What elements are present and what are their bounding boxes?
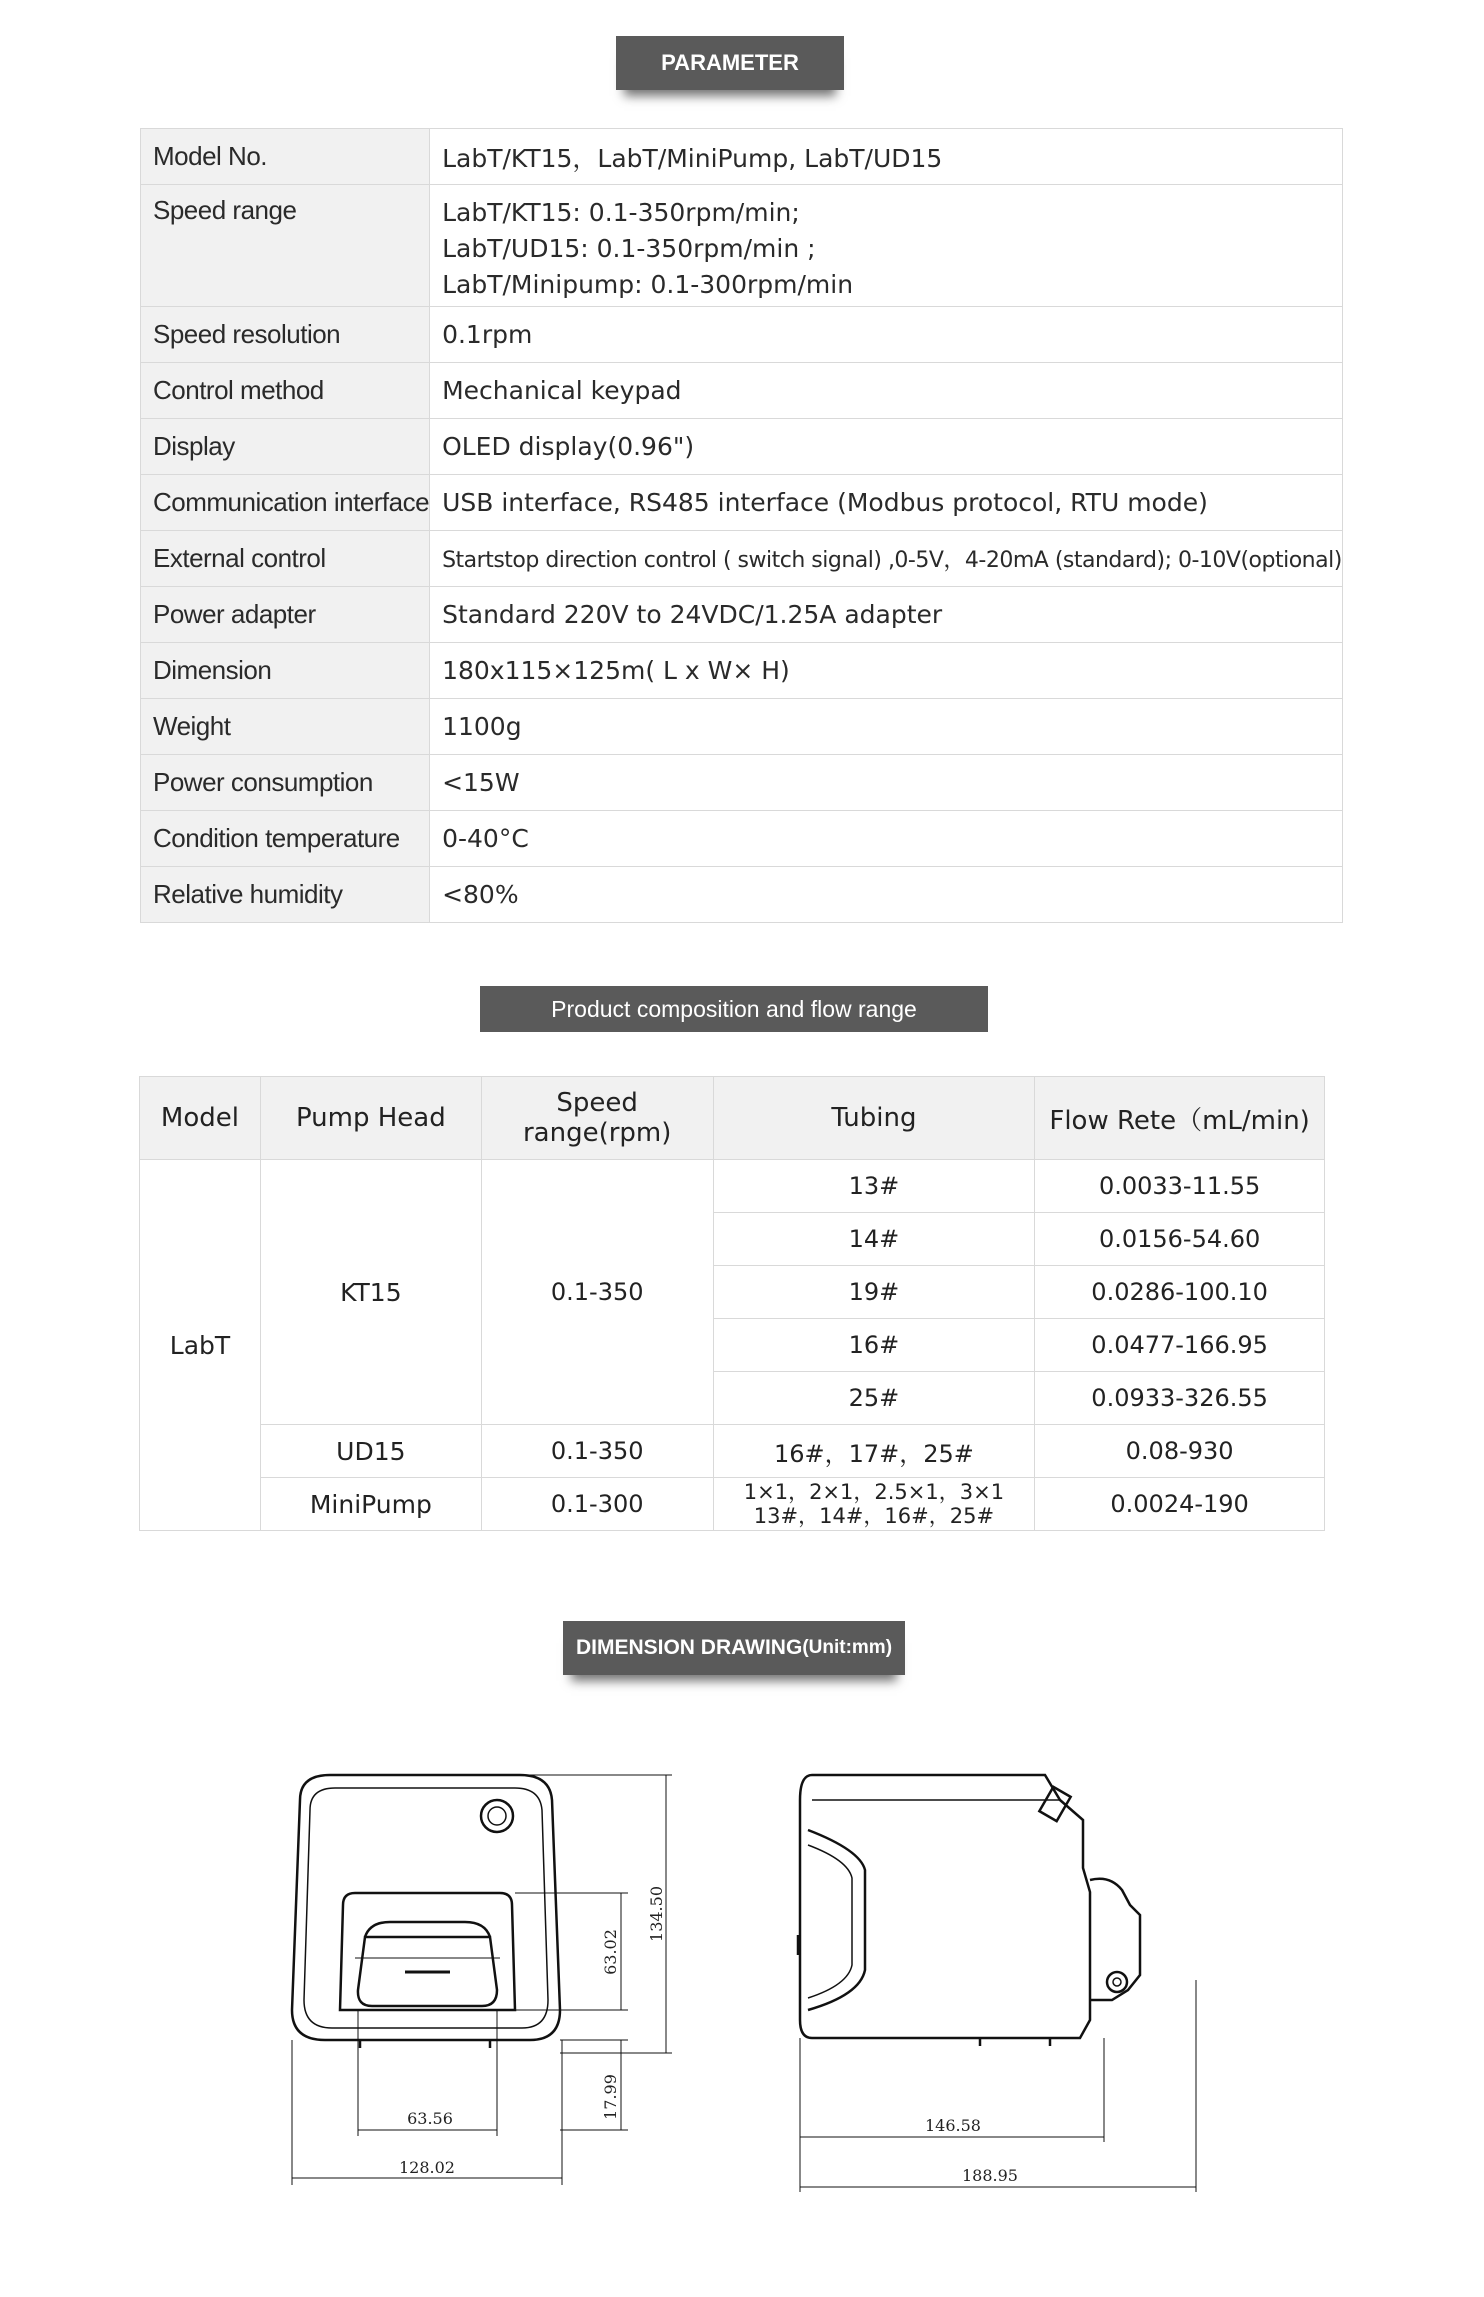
param-value: 1100g	[430, 699, 1343, 755]
table-row	[141, 419, 1343, 475]
param-label: Display	[141, 419, 430, 475]
param-value: <15W	[430, 755, 1343, 811]
column-header: Flow Rete（mL/min)	[1035, 1077, 1325, 1160]
table-row	[141, 185, 1343, 307]
table-row	[141, 867, 1343, 923]
flow-cell: 0.08-930	[1035, 1425, 1325, 1478]
dimension-banner-title: DIMENSION DRAWING	[575, 1636, 803, 1659]
side-pump-head	[1090, 1879, 1140, 2000]
tubing-cell	[713, 1478, 1035, 1531]
composition-banner	[480, 986, 988, 1032]
dim-label-depth-body: 146.58	[925, 2116, 981, 2135]
pump-head-cell: MiniPump	[260, 1478, 481, 1531]
column-header: Model	[140, 1077, 261, 1160]
column-header: Pump Head	[260, 1077, 481, 1160]
pump-head-outline	[340, 1893, 515, 2010]
table-row	[140, 1425, 1325, 1478]
param-label: Relative humidity	[141, 867, 430, 923]
param-value: 0.1rpm	[430, 307, 1343, 363]
param-value: OLED display(0.96")	[430, 419, 1343, 475]
tubing-line: 1×1，2×1，2.5×1，3×1	[743, 1480, 1005, 1504]
front-view	[292, 1775, 560, 2048]
flow-cell: 0.0024-190	[1035, 1478, 1325, 1531]
model-cell: LabT	[140, 1160, 261, 1531]
param-value: <80%	[430, 867, 1343, 923]
speed-cell: 0.1-350	[481, 1425, 713, 1478]
table-row	[141, 699, 1343, 755]
side-dimensions	[800, 1980, 1196, 2192]
table-row	[141, 129, 1343, 185]
column-header: Tubing	[713, 1077, 1035, 1160]
table-row	[141, 587, 1343, 643]
flow-cell: 0.0156-54.60	[1035, 1213, 1325, 1266]
front-dimensions	[292, 1775, 672, 2185]
side-connector-icon	[1107, 1972, 1127, 1992]
param-label: Speed resolution	[141, 307, 430, 363]
dimension-drawing	[0, 1700, 1484, 2220]
dim-label-height-base: 17.99	[601, 2074, 620, 2120]
param-value: 0-40°C	[430, 811, 1343, 867]
table-row	[141, 475, 1343, 531]
side-top	[812, 1775, 1060, 1800]
param-label: Model No.	[141, 129, 430, 185]
flow-cell: 0.0286-100.10	[1035, 1266, 1325, 1319]
dim-label-height-head: 63.02	[601, 1929, 620, 1975]
param-label: Weight	[141, 699, 430, 755]
tubing-cell: 25#	[713, 1372, 1035, 1425]
table-row	[140, 1160, 1325, 1213]
table-row	[141, 811, 1343, 867]
composition-table	[139, 1076, 1325, 1531]
flow-cell: 0.0033-11.55	[1035, 1160, 1325, 1213]
tubing-cell: 14#	[713, 1213, 1035, 1266]
side-panel-inner	[808, 1845, 852, 1998]
flow-cell: 0.0477-166.95	[1035, 1319, 1325, 1372]
dim-label-width-total: 128.02	[399, 2158, 455, 2177]
dim-label-width-head: 63.56	[407, 2109, 453, 2128]
param-value: 180x115×125m( L x W× H)	[430, 643, 1343, 699]
param-label: Control method	[141, 363, 430, 419]
param-value: Mechanical keypad	[430, 363, 1343, 419]
tubing-cell: 16#	[713, 1319, 1035, 1372]
column-header: Speed range(rpm)	[481, 1077, 713, 1160]
param-value: Startstop direction control ( switch signal) ,0-5V，4-20mA (standard); 0-10V(optional)	[430, 531, 1343, 587]
composition-banner-title: Product composition and flow range	[551, 995, 917, 1022]
param-label: External control	[141, 531, 430, 587]
param-label: Speed range	[141, 185, 430, 307]
side-dimension-labels	[925, 2116, 1018, 2185]
param-value: Standard 220V to 24VDC/1.25A adapter	[430, 587, 1343, 643]
pump-head-cell: UD15	[260, 1425, 481, 1478]
tubing-cell: 16#，17#，25#	[713, 1425, 1035, 1478]
dim-label-depth-total: 188.95	[962, 2166, 1018, 2185]
param-label: Dimension	[141, 643, 430, 699]
param-label: Condition temperature	[141, 811, 430, 867]
table-row	[141, 307, 1343, 363]
speed-cell: 0.1-350	[481, 1160, 713, 1425]
table-row	[141, 755, 1343, 811]
front-dimension-labels	[399, 1886, 666, 2177]
param-value: USB interface, RS485 interface (Modbus protocol, RTU mode)	[430, 475, 1343, 531]
param-value-line: LabT/Minipump: 0.1-300rpm/min	[442, 270, 854, 299]
tubing-line: 13#，14#，16#，25#	[753, 1504, 995, 1528]
parameter-banner-title: PARAMETER	[661, 50, 799, 75]
table-header-row	[140, 1077, 1325, 1160]
param-value-line: LabT/KT15: 0.1-350rpm/min;	[442, 198, 800, 227]
table-row	[141, 643, 1343, 699]
param-value: LabT/KT15，LabT/MiniPump, LabT/UD15	[430, 129, 1343, 185]
side-panel-curve	[808, 1830, 865, 2010]
dimension-banner-unit: (Unit:mm)	[802, 1637, 893, 1658]
parameter-table	[140, 128, 1343, 923]
param-label: Power adapter	[141, 587, 430, 643]
param-label: Communication interface	[141, 475, 430, 531]
dimension-banner	[563, 1621, 905, 1675]
side-connector-inner	[1113, 1978, 1121, 1986]
param-value	[430, 185, 1343, 307]
side-view	[798, 1775, 1140, 2046]
table-row	[141, 531, 1343, 587]
knob-icon	[481, 1800, 513, 1832]
table-row	[140, 1478, 1325, 1531]
param-value-line: LabT/UD15: 0.1-350rpm/min ;	[442, 234, 816, 263]
speed-cell: 0.1-300	[481, 1478, 713, 1531]
table-row	[141, 363, 1343, 419]
tubing-cell: 19#	[713, 1266, 1035, 1319]
dim-label-height-total: 134.50	[647, 1886, 666, 1942]
tubing-cell: 13#	[713, 1160, 1035, 1213]
knob-inner	[488, 1807, 506, 1825]
param-label: Power consumption	[141, 755, 430, 811]
front-body-outline	[292, 1775, 560, 2040]
flow-cell: 0.0933-326.55	[1035, 1372, 1325, 1425]
pump-head-cell: KT15	[260, 1160, 481, 1425]
pump-head-top	[365, 1922, 490, 1937]
parameter-banner	[616, 36, 844, 90]
